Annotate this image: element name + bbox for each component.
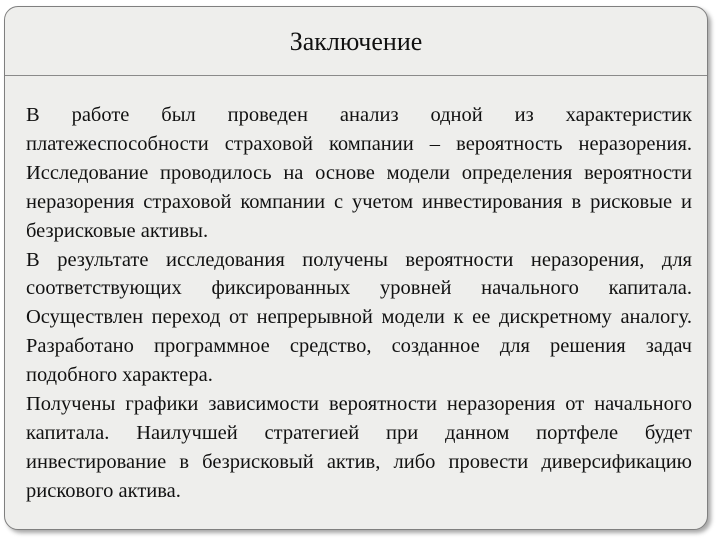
- paragraph-results: В результате исследования получены вероятности неразорения, для соответствующих фиксированных уровней начального капитала. Осуществлен переход от непрерывной модели к ее дискретному аналогу. Разработано программное средство, созданное для решения задач подобного характера.: [26, 248, 692, 387]
- slide-body: [26, 101, 692, 506]
- title-divider: [5, 75, 707, 76]
- paragraph-conclusion: Получены графики зависимости вероятности неразорения от начального капитала. Наилучшей стратегией при данном портфеле будет инвестирование в безрисковый актив, либо провести диверсификацию рискового актива.: [26, 393, 692, 502]
- paragraph-analysis: В работе был проведен анализ одной из характеристик платежеспособности страховой компании – вероятность неразорения. Исследование проводилось на основе модели определения вероятности неразорения страховой компании с учетом инвестирования в рисковые и безрисковые активы.: [26, 104, 692, 242]
- slide-title: Заключение: [289, 27, 423, 56]
- slide: [4, 6, 708, 530]
